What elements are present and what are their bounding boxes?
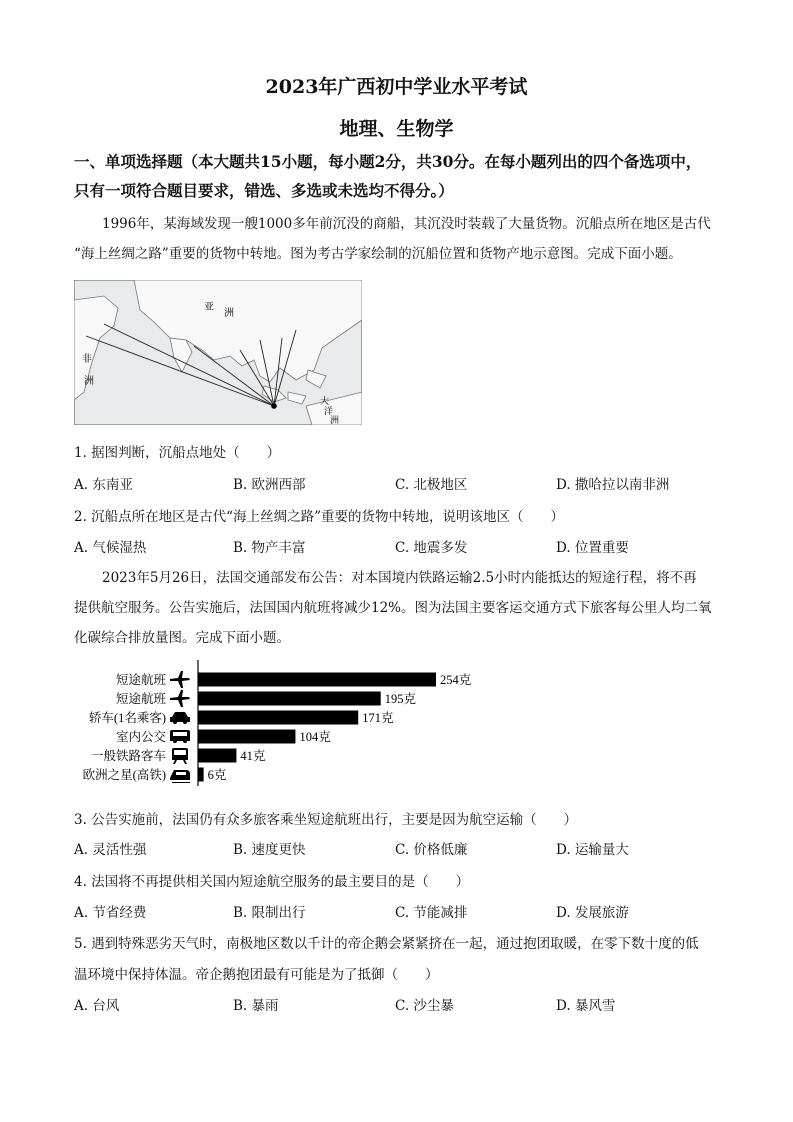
- plane-icon: [170, 671, 190, 688]
- section-heading-line1: 一、单项选择题（本大题共15小题，每小题2分，共30分。在每小题列出的四个备选项中，: [74, 152, 702, 171]
- chart-bar: [198, 730, 295, 744]
- chart-value-label: 6克: [207, 768, 227, 782]
- question-2-option-c[interactable]: C. 地震多发: [395, 540, 468, 556]
- bus-icon: [170, 730, 190, 743]
- passage2-line1: 2023年5月26日，法国交通部发布公告：对本国境内铁路运输2.5小时内能抵达的短途行程，将不再: [102, 570, 697, 586]
- map-label: 洲: [330, 415, 340, 425]
- shipwreck-map: [74, 280, 362, 425]
- chart-category-label: 一般铁路客车: [90, 749, 166, 763]
- question-2-option-b[interactable]: B. 物产丰富: [233, 540, 306, 556]
- question-1-option-c[interactable]: C. 北极地区: [395, 477, 468, 493]
- chart-category-label: 欧洲之星(高铁): [82, 768, 166, 782]
- question-4-option-b[interactable]: B. 限制出行: [233, 905, 306, 921]
- question-5-stem: 5. 遇到特殊恶劣天气时，南极地区数以千计的帝企鹅会紧紧挤在一起，通过抱团取暖，在零下数十度的低: [74, 936, 699, 952]
- chart-svg: [72, 660, 512, 790]
- page-subtitle: 地理、生物学: [339, 118, 454, 140]
- question-5-option-a[interactable]: A. 台风: [74, 998, 120, 1014]
- question-4-option-d[interactable]: D. 发展旅游: [556, 905, 629, 921]
- question-3-stem: 3. 公告实施前，法国仍有众多旅客乘坐短途航班出行，主要是因为航空运输（ ）: [74, 812, 578, 828]
- question-5-option-d[interactable]: D. 暴风雪: [556, 998, 616, 1014]
- chart-value-label: 41克: [240, 749, 266, 763]
- chart-value-label: 195克: [384, 692, 416, 706]
- question-4-option-c[interactable]: C. 节能减排: [395, 905, 468, 921]
- passage2-line2: 提供航空服务。公告实施后，法国国内航班将减少12%。图为法国主要客运交通方式下旅客每公里人均二氧: [74, 600, 712, 616]
- question-1-stem: 1. 据图判断，沉船点地处（ ）: [74, 445, 281, 461]
- chart-value-label: 104克: [299, 730, 331, 744]
- question-3-option-d[interactable]: D. 运输量大: [556, 842, 629, 858]
- plane-icon: [170, 690, 190, 707]
- co2-emission-chart: [72, 660, 512, 790]
- page-title: 2023年广西初中学业水平考试: [265, 76, 528, 98]
- chart-value-label: 171克: [362, 711, 394, 725]
- map-svg: [74, 280, 362, 425]
- question-4-stem: 4. 法国将不再提供相关国内短途航空服务的最主要目的是（ ）: [74, 874, 470, 890]
- chart-bar: [198, 768, 204, 782]
- question-5-stem-cont: 温环境中保持体温。帝企鹅抱团最有可能是为了抵御（ ）: [74, 967, 439, 983]
- chart-category-label: 室内公交: [115, 730, 166, 744]
- car-icon: [170, 712, 190, 724]
- map-label: 洲: [224, 308, 234, 319]
- question-1-option-a[interactable]: A. 东南亚: [74, 477, 133, 493]
- highspeed-train-icon: [170, 770, 190, 783]
- chart-bar: [198, 692, 381, 706]
- chart-bar: [198, 711, 358, 725]
- question-3-option-a[interactable]: A. 灵活性强: [74, 842, 147, 858]
- chart-category-label: 轿车(1名乘客): [88, 711, 166, 725]
- question-2-option-d[interactable]: D. 位置重要: [556, 540, 629, 556]
- question-1-option-b[interactable]: B. 欧洲西部: [233, 477, 306, 493]
- question-3-option-b[interactable]: B. 速度更快: [233, 842, 306, 858]
- map-label: 非: [82, 354, 92, 365]
- map-label: 大: [320, 396, 330, 406]
- chart-bar: [198, 749, 236, 763]
- question-2-stem: 2. 沉船点所在地区是古代“海上丝绸之路”重要的货物中转地，说明该地区（ ）: [74, 509, 564, 525]
- chart-category-label: 短途航班: [115, 673, 166, 687]
- chart-bar: [198, 673, 436, 687]
- section-heading-line2: 只有一项符合题目要求，错选、多选或未选均不得分。）: [74, 181, 454, 200]
- chart-category-label: 短途航班: [115, 692, 166, 706]
- map-label: 亚: [204, 302, 214, 313]
- question-5-option-b[interactable]: B. 暴雨: [233, 998, 279, 1014]
- map-label: 洲: [84, 376, 94, 387]
- question-3-option-c[interactable]: C. 价格低廉: [395, 842, 468, 858]
- question-4-option-a[interactable]: A. 节省经费: [74, 905, 147, 921]
- train-icon: [172, 748, 188, 764]
- map-label: 洋: [324, 406, 334, 416]
- passage1-line2: “海上丝绸之路”重要的货物中转地。图为考古学家绘制的沉船位置和货物产地示意图。完成下面小题。: [74, 246, 682, 262]
- chart-value-label: 254克: [440, 673, 472, 687]
- passage1-line1: 1996年，某海域发现一艘1000多年前沉没的商船，其沉没时装载了大量货物。沉船点所在地区是古代: [102, 216, 711, 232]
- shipwreck-point: [271, 403, 277, 409]
- question-5-option-c[interactable]: C. 沙尘暴: [395, 998, 454, 1014]
- question-2-option-a[interactable]: A. 气候湿热: [74, 540, 147, 556]
- passage2-line3: 化碳综合排放量图。完成下面小题。: [74, 630, 290, 646]
- question-1-option-d[interactable]: D. 撒哈拉以南非洲: [556, 477, 670, 493]
